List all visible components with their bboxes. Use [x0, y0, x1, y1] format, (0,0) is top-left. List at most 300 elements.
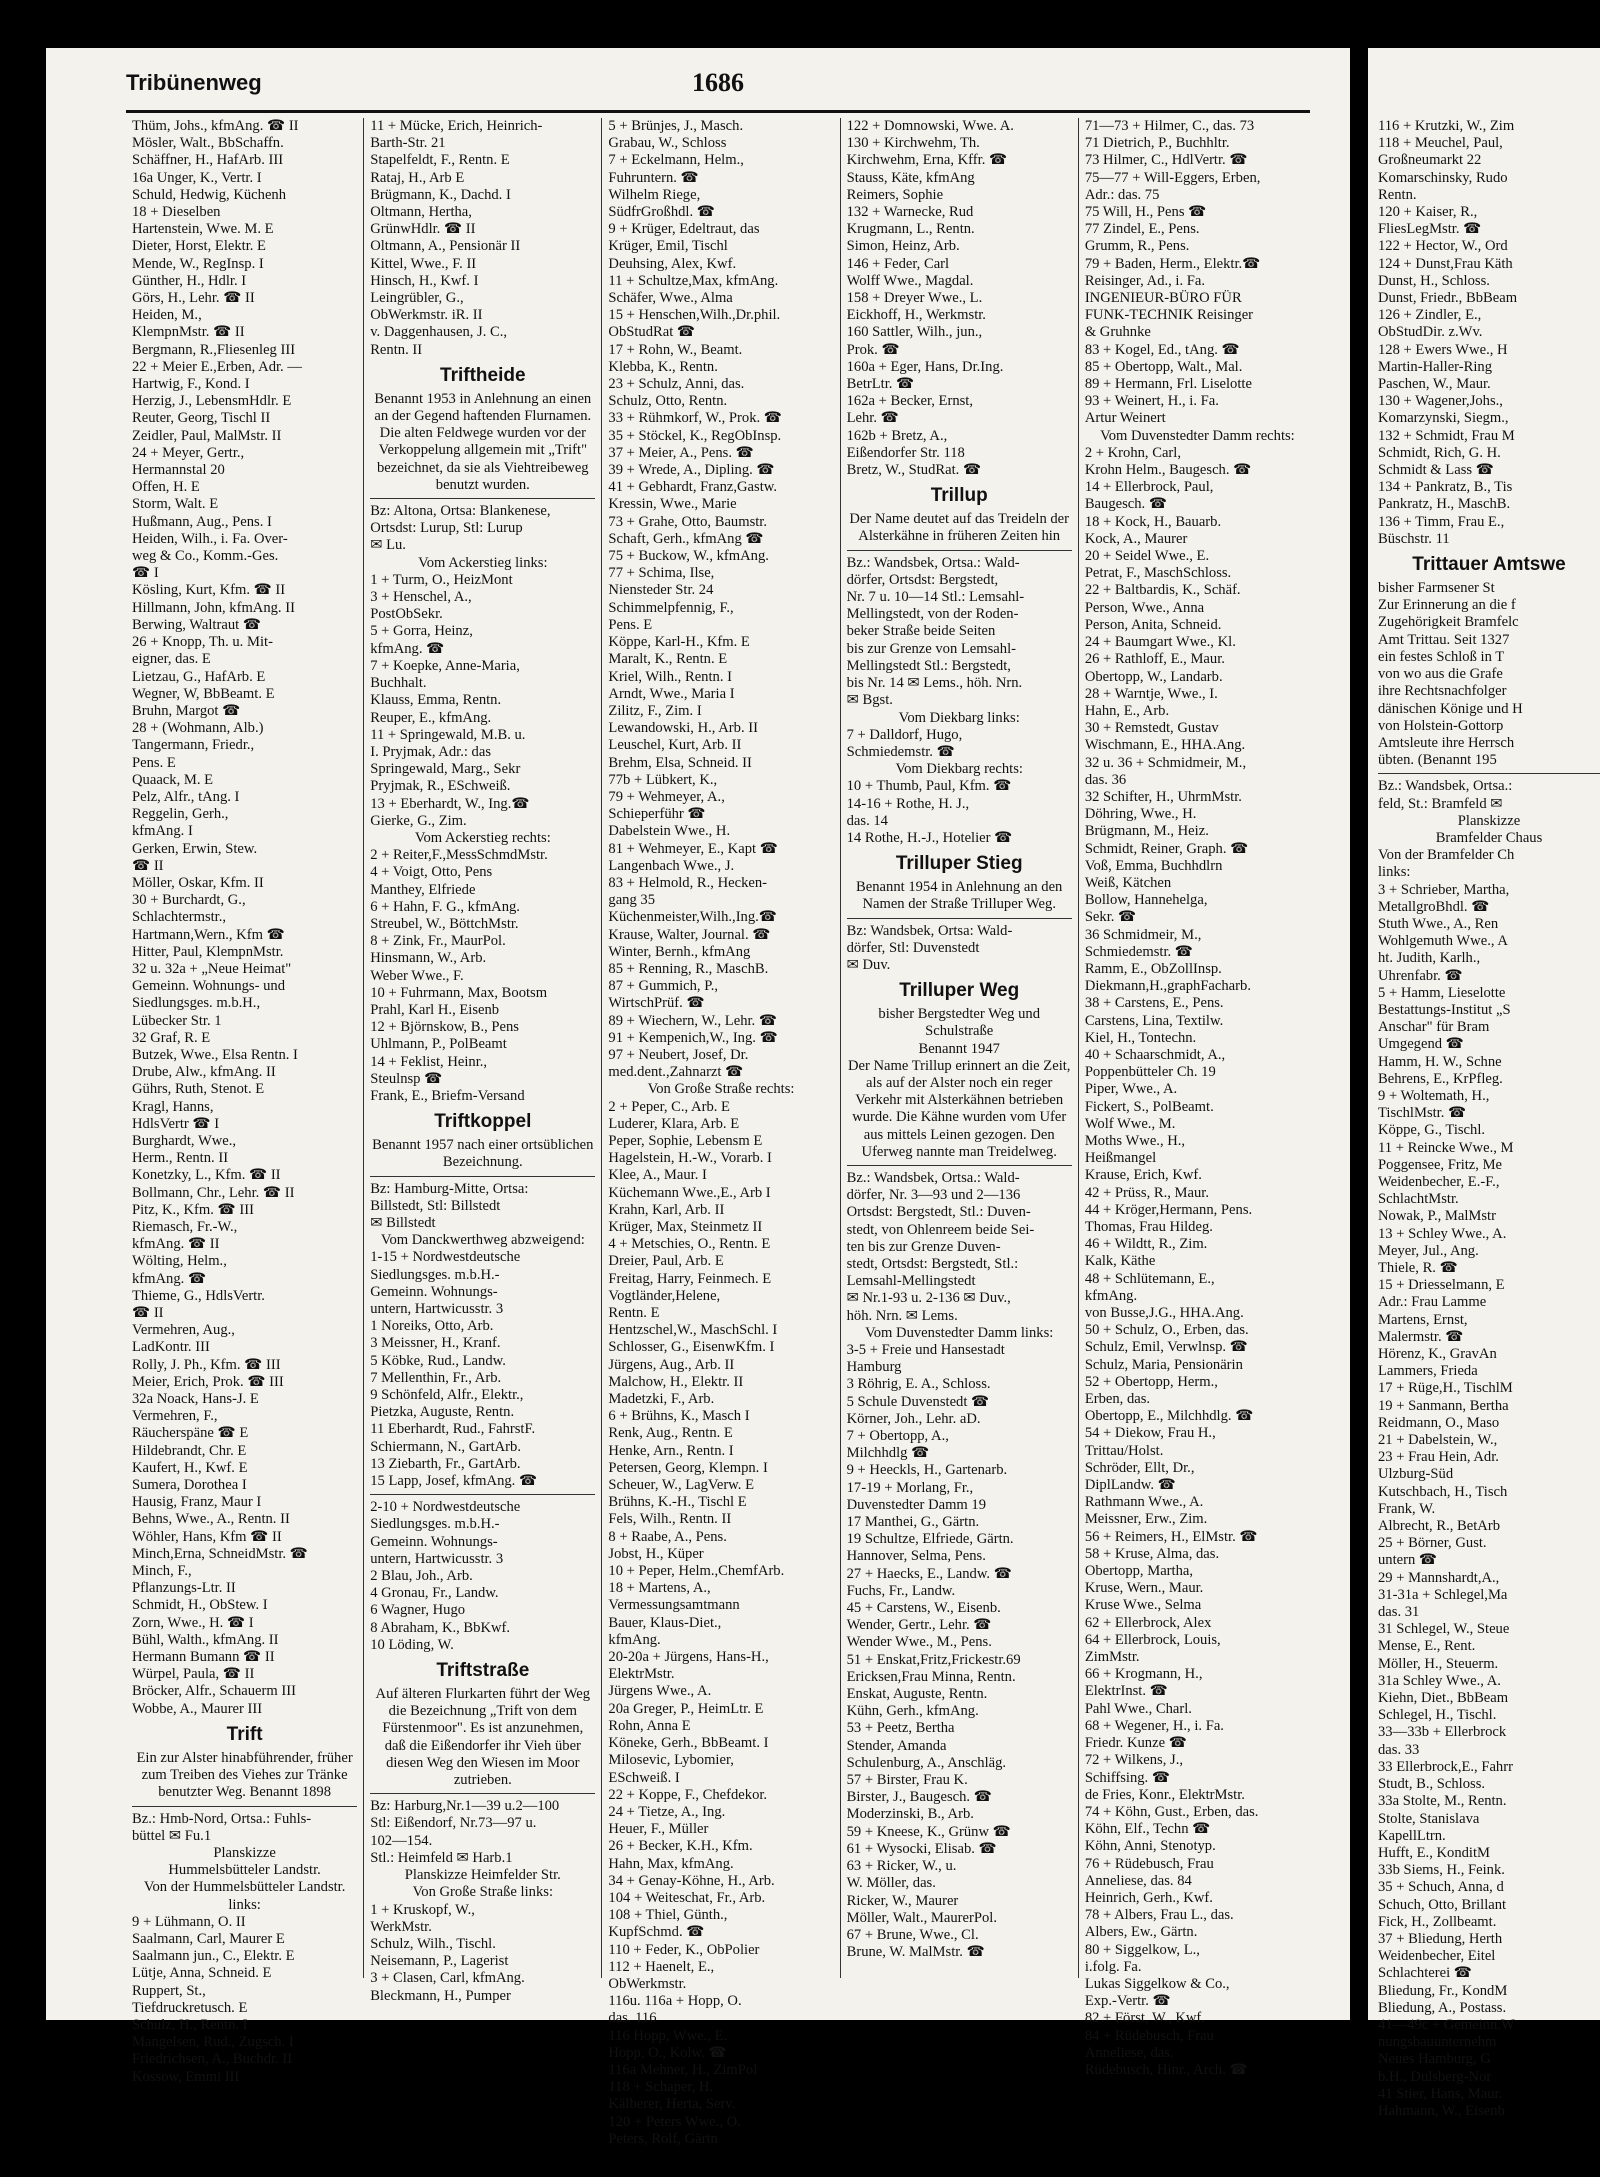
directory-entry: Weiß, Kätchen [1084, 874, 1172, 891]
directory-entry: Adr.: Frau Lamme [1378, 1294, 1487, 1311]
directory-entry: 51 + Enskat,Fritz,Frickestr.69 [846, 1651, 1021, 1668]
directory-entry: Dreier, Paul, Arb. E [608, 1253, 724, 1270]
directory-entry: Schröder, Ellt, Dr., [1084, 1459, 1195, 1476]
column-3 [602, 118, 840, 2147]
directory-entry: Heuer, F., Müller [608, 1821, 709, 1838]
directory-entry: Klebba, K., Rentn. [608, 358, 718, 375]
directory-entry: Anneliese, das. [1084, 2044, 1174, 2061]
street-section-heading: Trittauer Amtswe [1412, 554, 1566, 576]
directory-entry: 8 Abraham, K., BbKwf. [370, 1619, 511, 1636]
directory-entry: LadKontr. III [132, 1339, 210, 1356]
directory-entry: 162a + Becker, Ernst, [846, 393, 973, 410]
directory-entry: Kressin, Wwe., Marie [608, 496, 737, 513]
directory-entry: 73 Hilmer, C., HdlVertr. ☎ [1084, 152, 1248, 169]
directory-entry: Stolte, Stanislava [1378, 1810, 1480, 1827]
directory-entry: 52 + Obertopp, Herm., [1084, 1373, 1218, 1390]
directory-entry: untern, Hartwicusstr. 3 [370, 1301, 504, 1317]
directory-entry: Bliedung, A., Postass. [1378, 1999, 1507, 2016]
directory-entry: Krüger, Max, Steinmetz II [608, 1219, 763, 1235]
directory-entry: Brühns, K.-H., Tischl E [608, 1494, 747, 1511]
directory-entry: Wender Wwe., M., Pens. [846, 1634, 992, 1651]
directory-entry: med.dent.,Zahnarzt ☎ [608, 1064, 744, 1081]
directory-entry: Ortsdst: Bergstedt, Stl.: Duven- [846, 1204, 1031, 1221]
directory-entry: Möller, H., Steuerm. [1378, 1655, 1499, 1672]
directory-entry: Schmiedemstr. ☎ [846, 743, 955, 760]
directory-entry: Hahmann, W., Eisenb [1378, 2102, 1505, 2119]
directory-entry: 5 + Gorra, Heinz, [370, 623, 473, 640]
directory-entry: Anschar" für Bram [1378, 1019, 1490, 1036]
directory-entry: Bretz, W., StudRat. ☎ [846, 462, 982, 479]
directory-entry: & Gruhnke [1084, 324, 1151, 341]
street-section-heading: Trilluper Weg [899, 980, 1020, 1002]
directory-entry: Stuth Wwe., A., Ren [1378, 915, 1499, 932]
directory-entry: 160a + Eger, Hans, Dr.Ing. [846, 358, 1004, 375]
directory-entry: 57 + Birster, Frau K. [846, 1772, 968, 1789]
street-section-heading: Triftheide [440, 364, 526, 386]
directory-entry: Stauss, Käte, kfmAng [846, 169, 975, 186]
directory-entry: Zorn, Wwe., H. ☎ I [132, 1614, 254, 1631]
directory-entry: Schlosser, G., EisenwKfm. I [608, 1339, 775, 1356]
directory-entry: Vogtländer,Helene, [608, 1287, 721, 1304]
directory-entry: 5 Köbke, Rud., Landw. [370, 1352, 506, 1369]
directory-entry: stedt, Ortsdst: Bergstedt, Stl.: [846, 1255, 1019, 1272]
directory-entry: 21 + Dabelstein, W., [1378, 1432, 1498, 1449]
directory-entry: Kriel, Wilh., Rentn. I [608, 668, 732, 685]
directory-entry: Schulz, Maria, Pensionärin [1084, 1356, 1243, 1373]
directory-entry: Schuch, Otto, Brillant [1378, 1896, 1507, 1913]
directory-entry: Kirchwehm, Erna, Kffr. ☎ [846, 152, 1008, 169]
directory-entry: Bollmann, Chr., Lehr. ☎ II [132, 1184, 295, 1201]
directory-entry: Krahn, Karl, Arb. II [608, 1201, 725, 1218]
street-note: Planskizze [1457, 812, 1521, 829]
directory-entry: Person, Wwe., Anna [1084, 599, 1205, 616]
street-note: Von der Hummelsbütteler Landstr. links: [143, 1879, 346, 1913]
directory-entry: 2-10 + Nordwestdeutsche [370, 1499, 521, 1516]
directory-entry: Maralt, K., Rentn. E [608, 651, 728, 668]
directory-entry: 25 + Börner, Gust. [1378, 1535, 1487, 1552]
directory-entry: 7 Mellenthin, Fr., Arb. [370, 1369, 502, 1386]
directory-entry: Siedlungsges. m.b.H.- [370, 1266, 500, 1283]
directory-entry: Ericksen,Frau Minna, Rentn. [846, 1668, 1016, 1685]
directory-entry: 22 + Koppe, F., Chefdekor. [608, 1786, 768, 1803]
directory-entry: 33 + Rühmkorf, W., Prok. ☎ [608, 410, 782, 427]
directory-entry: 18 + Dieselben [132, 204, 221, 221]
directory-entry: Krause, Erich, Kwf. [1084, 1167, 1202, 1184]
directory-entry: Brune, W. MalMstr. ☎ [846, 1944, 985, 1961]
directory-entry: SchlachtMstr. [1378, 1191, 1459, 1208]
directory-entry: ✉ Nr.1-93 u. 2-136 ✉ Duv., [846, 1290, 1011, 1307]
directory-entry: Görs, H., Lehr. ☎ II [132, 290, 255, 307]
directory-entry: Schuld, Hedwig, Küchenh [132, 186, 287, 203]
directory-entry: Heiden, M., [132, 307, 202, 324]
directory-entry: 35 + Schuch, Anna, d [1378, 1879, 1504, 1896]
directory-entry: Stl: Eißendorf, Nr.73—97 u. [370, 1815, 537, 1832]
directory-entry: 3 Meissner, H., Kranf. [370, 1335, 501, 1352]
directory-entry: 102—154. [370, 1832, 433, 1849]
directory-entry: 66 + Krogmann, H., [1084, 1666, 1203, 1683]
directory-entry: 23 + Schulz, Anni, das. [608, 376, 745, 393]
directory-entry: 20 + Seidel Wwe., E. [1084, 548, 1210, 565]
directory-entry: 9 + Heeckls, H., Gartenarb. [846, 1462, 1008, 1479]
directory-entry: 68 + Wegener, H., i. Fa. [1084, 1717, 1224, 1734]
directory-entry: Mellingstedt Stl.: Bergstedt, [846, 657, 1011, 674]
directory-entry: Albers, Ew., Gärtn. [1084, 1924, 1198, 1941]
directory-entry: Schmidt & Lass ☎ [1378, 462, 1494, 479]
directory-entry: Person, Anita, Schneid. [1084, 616, 1222, 633]
directory-entry: 45 + Carstens, W., Eisenb. [846, 1600, 1001, 1617]
directory-entry: gang 35 [608, 892, 656, 909]
directory-entry: SüdfrGroßhdl. ☎ [608, 204, 715, 221]
directory-entry: 85 + Obertopp, Walt., Mal. [1084, 358, 1243, 375]
directory-entry: Amt Trittau. Seit 1327 [1378, 631, 1510, 648]
directory-entry: Obertopp, W., Landarb. [1084, 668, 1223, 685]
directory-entry: Köppe, G., Tischl. [1378, 1122, 1486, 1139]
directory-entry: Minch, F., [132, 1563, 192, 1580]
directory-entry: Gemeinn. Wohnungs- [370, 1283, 498, 1300]
directory-entry: kfmAng. ☎ II [132, 1236, 220, 1253]
directory-entry: Langenbach Wwe., J. [608, 857, 735, 874]
street-note: Bramfelder Chaus [1435, 829, 1543, 846]
street-note: Benannt 1953 in Anlehnung an einen an der Gegend haftenden Flurnamen. Die alten Feldwege wurden vor der Verkoppelung allgemein mit „Trift" bezeichnet, da sie als Viehtreibeweg benutzt wurden. [374, 390, 592, 493]
directory-entry: Hartenstein, Wwe. M. E [132, 221, 274, 238]
directory-entry: 79 + Wehmeyer, A., [608, 788, 725, 805]
directory-entry: 37 + Bliedung, Herth [1378, 1930, 1503, 1947]
directory-entry: Bauer, Klaus-Diet., [608, 1614, 722, 1631]
street-note: Benannt 1947 [918, 1040, 1000, 1057]
directory-entry: 8 + Raabe, A., Pens. [608, 1528, 727, 1545]
directory-entry: das. 116 [608, 2010, 657, 2027]
directory-entry: Behns, Wwe., A., Rentn. II [132, 1511, 290, 1528]
directory-entry: 83 + Helmold, R., Hecken- [608, 874, 767, 891]
directory-entry: 10 Löding, W. [370, 1636, 454, 1653]
directory-entry: 38 + Carstens, E., Pens. [1084, 995, 1224, 1012]
directory-entry: Klauss, Emma, Rentn. [370, 692, 502, 709]
directory-entry: 162b + Bretz, A., [846, 427, 948, 444]
directory-entry: das. 36 [1084, 771, 1127, 788]
directory-entry: Schlachtermstr., [132, 909, 227, 926]
directory-entry: Oltmann, Hertha, [370, 204, 472, 221]
divider [847, 550, 1072, 551]
directory-entry: Dunst, Friedr., BbBeam [1378, 290, 1518, 307]
directory-entry: 4 Gronau, Fr., Landw. [370, 1585, 499, 1602]
directory-entry: Reimers, Sophie [846, 186, 944, 203]
directory-entry: 9 + Lühmann, O. II [132, 1913, 246, 1930]
directory-entry: Köneke, Gerh., BbBeamt. I [608, 1735, 769, 1752]
directory-entry: 122 + Domnowski, Wwe. A. [846, 118, 1014, 134]
directory-entry: 12 + Björnskow, B., Pens [370, 1019, 519, 1036]
directory-entry: I. Pryjmak, Adr.: das [370, 743, 491, 760]
directory-entry: 81 + Wehmeyer, E., Kapt ☎ [608, 840, 778, 857]
directory-entry: 18 + Martens, A., [608, 1580, 711, 1597]
column-4 [841, 118, 1079, 1978]
directory-entry: Stl.: Heimfeld ✉ Harb.1 [370, 1849, 513, 1866]
directory-entry: Wolf Wwe., M. [1084, 1115, 1176, 1132]
street-note: Der Name deutet auf das Treideln der Alsterkähne in früheren Zeiten hin [849, 511, 1070, 545]
street-note: Benannt 1954 in Anlehnung an den Namen der Straße Trilluper Weg. [856, 879, 1063, 913]
directory-entry: das. 31 [1378, 1604, 1420, 1621]
directory-entry: Malermstr. ☎ [1378, 1328, 1464, 1345]
directory-entry: 74 + Köhn, Gust., Erben, das. [1084, 1803, 1259, 1820]
directory-entry: 71—73 + Hilmer, C., das. 73 [1084, 118, 1255, 134]
directory-entry: Martens, Ernst, [1378, 1311, 1468, 1328]
directory-entry: Freitag, Harry, Feinmech. E [608, 1270, 772, 1287]
directory-entry: b.H., Dulsberg-Nor [1378, 2068, 1492, 2085]
directory-entry: 20a Greger, P., HeimLtr. E [608, 1700, 764, 1717]
directory-entry: 13 + Eberhardt, W., Ing.☎ [370, 795, 530, 812]
page-header [126, 66, 1310, 113]
directory-entry: Meier, Erich, Prok. ☎ III [132, 1373, 284, 1390]
directory-entry: ObStudDir. z.Wv. [1378, 324, 1483, 341]
directory-entry: ein festes Schloß in T [1378, 648, 1505, 665]
directory-entry: Brügmann, K., Dachd. I [370, 186, 511, 203]
column-5 [1079, 118, 1316, 2078]
directory-entry: Würpel, Paula, ☎ II [132, 1666, 255, 1683]
directory-entry: Streubel, W., BöttchMstr. [370, 915, 519, 932]
directory-entry: Krüger, Emil, Tischl [608, 238, 728, 255]
directory-entry: Kragl, Hanns, [132, 1098, 214, 1115]
directory-entry: von Busse,J.G., HHA.Ang. [1084, 1305, 1244, 1322]
directory-entry: Rataj, H., Arb E [370, 169, 465, 186]
directory-entry: Vermessungsamtmann [608, 1597, 740, 1614]
directory-entry: 71 Dietrich, P., Buchhltr. [1084, 135, 1230, 152]
directory-entry: 118 + Meuchel, Paul, [1378, 135, 1503, 152]
directory-entry: Fick, H., Zollbeamt. [1378, 1913, 1497, 1930]
directory-entry: Pflanzungs-Ltr. II [132, 1580, 236, 1597]
directory-entry: 11 Eberhardt, Rud., FahrstF. [370, 1421, 536, 1438]
directory-entry: 32 Schifter, H., UhrmMstr. [1084, 788, 1242, 805]
directory-entry: Bestattungs-Institut „S [1378, 1001, 1511, 1018]
directory-entry: 11 + Mücke, Erich, Heinrich- [370, 118, 543, 134]
directory-entry: Birster, J., Baugesch. ☎ [846, 1789, 992, 1806]
directory-entry: 110 + Feder, K., ObPolier [608, 1941, 760, 1958]
directory-entry: ☎ II [132, 857, 164, 874]
directory-entry: 32 Graf, R. E [132, 1029, 211, 1046]
directory-entry: ✉ Lu. [370, 537, 406, 554]
directory-entry: 28 + Warntje, Wwe., I. [1084, 685, 1218, 702]
directory-entry: Baugesch. ☎ [1084, 496, 1168, 513]
directory-entry: Räucherspäne ☎ E [132, 1425, 249, 1442]
directory-entry: Hamm, H. W., Schne [1378, 1053, 1502, 1070]
street-section-heading: Trillup [930, 485, 988, 507]
directory-entry: TischlMstr. ☎ [1378, 1105, 1467, 1122]
street-note: Vom Diekbarg rechts: [895, 761, 1023, 778]
directory-entry: Bollow, Hannehelga, [1084, 892, 1208, 909]
directory-entry: Gemeinn. Wohnungs- und [132, 978, 285, 995]
directory-entry: 87 + Gummich, P., [608, 978, 718, 995]
directory-entry: Schulenburg, A., Anschläg. [846, 1754, 1007, 1771]
directory-entry: weg & Co., Komm.-Ges. [132, 548, 279, 565]
directory-entry: Schlachterei ☎ [1378, 1965, 1472, 1982]
directory-entry: Bz.: Wandsbek, Ortsa.: Wald- [846, 554, 1020, 571]
directory-entry: 112 + Haenelt, E., [608, 1958, 715, 1975]
directory-entry: Hermannstal 20 [132, 462, 225, 479]
directory-entry: Küchemann Wwe.,E., Arb I [608, 1184, 771, 1201]
directory-entry: 77 Zindel, E., Pens. [1084, 221, 1200, 238]
divider [847, 1165, 1072, 1166]
directory-entry: Leingrübler, G., [370, 290, 464, 307]
directory-entry: Rolly, J. Ph., Kfm. ☎ III [132, 1356, 281, 1373]
directory-entry: Peters, Rolf, Gärtn [608, 2130, 718, 2147]
directory-entry: 14 + Ellerbrock, Paul, [1084, 479, 1214, 496]
directory-entry: Kock, A., Maurer [1084, 530, 1188, 547]
directory-entry: 1 + Turm, O., HeizMont [370, 571, 513, 588]
directory-entry: Bliedung, Fr., KondM [1378, 1982, 1508, 1999]
directory-entry: 130 + Kirchwehm, Th. [846, 135, 980, 152]
directory-entry: 116 Hopp, Wwe., E. [608, 2027, 728, 2044]
directory-entry: Vermehren, Aug., [132, 1322, 235, 1339]
directory-entry: Bz.: Hmb-Nord, Ortsa.: Fuhls- [132, 1810, 312, 1827]
directory-entry: stedt, von Ohlenreem beide Sei- [846, 1221, 1035, 1238]
directory-entry: Schulz, Emil, Verwlnsp. ☎ [1084, 1339, 1248, 1356]
directory-entry: Herzig, J., LebensmHdlr. E [132, 393, 292, 410]
directory-entry: 3 + Schrieber, Martha, [1378, 881, 1510, 898]
directory-entry: Niensteder Str. 24 [608, 582, 714, 599]
directory-entry: Malchow, H., Elektr. II [608, 1373, 744, 1390]
directory-entry: 5 + Hamm, Lieselotte [1378, 984, 1506, 1001]
directory-entry: Tangermann, Friedr., [132, 737, 255, 754]
street-note: bisher Bergstedter Weg und Schulstraße [878, 1006, 1041, 1040]
directory-entry: 10 + Peper, Helm.,ChemfArb. [608, 1563, 785, 1580]
directory-entry: Hagelstein, H.-W., Vorarb. I [608, 1150, 772, 1167]
directory-entry: Jobst, H., Küper [608, 1545, 704, 1562]
directory-entry: 22 + Baltbardis, K., Schäf. [1084, 582, 1241, 599]
directory-entry: links: [1378, 864, 1411, 881]
directory-entry: Hermann Bumann ☎ II [132, 1649, 275, 1666]
directory-entry: 14 + Feklist, Heinr., [370, 1053, 488, 1070]
directory-entry: ht. Judith, Karlh., [1378, 950, 1481, 967]
directory-entry: Kösling, Kurt, Kfm. ☎ II [132, 582, 286, 599]
directory-entry: Ulzburg-Süd [1378, 1466, 1454, 1483]
directory-entry: Hamburg [846, 1359, 902, 1376]
directory-entry: 134 + Pankratz, B., Tis [1378, 479, 1513, 496]
directory-entry: höh. Nrn. ✉ Lems. [846, 1307, 958, 1324]
directory-entry: 3 + Henschel, A., [370, 589, 472, 606]
street-note: Der Name Trillup erinnert an die Zeit, als auf der Alster noch ein reger Verkehr mit Alsterkähnen betrieben wurde. Die Kähne wurden vom Ufer aus mittels Leinen gezogen. Den Uferweg nannte man Treidelweg. [847, 1057, 1071, 1160]
directory-entry: 62 + Ellerbrock, Alex [1084, 1614, 1212, 1631]
directory-entry: Rüdebusch, Hinr., Arch. ☎ [1084, 2061, 1248, 2078]
directory-entry: 42 + Prüss, R., Maur. [1084, 1184, 1209, 1201]
directory-entry: Hahn, E., Arb. [1084, 702, 1170, 719]
directory-entry: 32 u. 32a + „Neue Heimat" [132, 960, 292, 977]
directory-entry: ✉ Billstedt [370, 1214, 436, 1231]
directory-entry: Schulz, Wilh., Tischl. [370, 1935, 496, 1952]
directory-entry: Hartmann,Wern., Kfm ☎ [132, 926, 285, 943]
directory-entry: Prok. ☎ [846, 341, 900, 358]
directory-entry: Ortsdst: Lurup, Stl: Lurup [370, 520, 523, 537]
directory-entry: büttel ✉ Fu.1 [132, 1827, 212, 1844]
directory-entry: Wöhler, Hans, Kfm ☎ II [132, 1528, 282, 1545]
directory-entry: Ricker, W., Maurer [846, 1892, 959, 1909]
directory-entry: Barth-Str. 21 [370, 135, 446, 152]
directory-entry: Weidenbecher, Eitel [1378, 1948, 1496, 1965]
directory-entry: Grumm, R., Pens. [1084, 238, 1190, 255]
directory-entry: FUNK-TECHNIK Reisinger [1084, 307, 1254, 324]
directory-entry: 17 Manthei, G., Gärtn. [846, 1514, 980, 1531]
directory-entry: Prahl, Karl H., Eisenb [370, 1001, 500, 1018]
directory-entry: 24 + Tietze, A., Ing. [608, 1803, 726, 1820]
directory-entry: 17 + Rüge,H., TischlM [1378, 1380, 1513, 1397]
directory-entry: Stender, Amanda [846, 1737, 947, 1754]
directory-entry: 58 + Kruse, Alma, das. [1084, 1545, 1220, 1562]
directory-entry: 30 + Remstedt, Gustav [1084, 720, 1219, 737]
directory-entry: HdlsVertr ☎ I [132, 1115, 220, 1132]
directory-entry: PostObSekr. [370, 606, 443, 623]
directory-entry: Wischmann, E., HHA.Ang. [1084, 737, 1246, 754]
directory-entry: 26 + Knopp, Th. u. Mit- [132, 634, 273, 651]
directory-entry: Offen, H. E [132, 479, 200, 496]
directory-entry: 6 + Brühns, K., Masch I [608, 1408, 750, 1425]
directory-entry: Peper, Sophie, Lebensm E [608, 1132, 763, 1149]
directory-entry: Artur Weinert [1084, 410, 1166, 427]
street-note: Vom Danckwerthweg abzweigend: [380, 1232, 585, 1249]
directory-entry: Manthey, Elfriede [370, 881, 476, 898]
directory-entry: Scheuer, W., LagVerw. E [608, 1477, 754, 1494]
directory-entry: Vermehren, F., [132, 1408, 218, 1425]
directory-entry: Fels, Wilh., Rentn. II [608, 1511, 732, 1528]
directory-entry: Dieter, Horst, Elektr. E [132, 238, 266, 255]
directory-entry: Frank, W. [1378, 1500, 1436, 1517]
directory-entry: 3 + Clasen, Carl, kfmAng. [370, 1970, 525, 1987]
directory-entry: 1 Noreiks, Otto, Arb. [370, 1318, 494, 1335]
directory-entry: Siedlungsges. m.b.H., [132, 995, 261, 1012]
directory-entry: ihre Rechtsnachfolger [1378, 683, 1507, 700]
directory-entry: 56 + Reimers, H., ElMstr. ☎ [1084, 1528, 1258, 1545]
directory-entry: BetrLtr. ☎ [846, 376, 915, 393]
directory-entry: 116 + Krutzki, W., Zim [1378, 118, 1515, 134]
divider [370, 1494, 595, 1495]
directory-entry: Trittau/Holst. [1084, 1442, 1164, 1459]
directory-entry: Petersen, Georg, Klempn. I [608, 1459, 768, 1476]
directory-entry: Bühl, Walth., kfmAng. II [132, 1631, 279, 1648]
directory-entry: 83 + Kogel, Ed., tAng. ☎ [1084, 341, 1240, 358]
directory-entry: Butzek, Wwe., Elsa Rentn. I [132, 1046, 298, 1063]
directory-entry: Mende, W., RegInsp. I [132, 255, 264, 272]
directory-entry: 33b Siems, H., Feink. [1378, 1862, 1505, 1879]
directory-entry: 41 + Gebhardt, Franz,Gastw. [608, 479, 777, 496]
directory-entry: Martin-Haller-Ring [1378, 358, 1492, 375]
directory-entry: 93 + Weinert, H., i. Fa. [1084, 393, 1219, 410]
directory-entry: Winter, Bernh., kfmAng [608, 943, 751, 960]
directory-entry: Drube, Alw., kfmAng. II [132, 1064, 276, 1081]
directory-entry: 23 + Frau Hein, Adr. [1378, 1449, 1499, 1466]
adjacent-page-column [1378, 118, 1600, 2120]
directory-entry: Bz.: Wandsbek, Ortsa.: [1378, 778, 1513, 795]
directory-entry: Lukas Siggelkow & Co., [1084, 1975, 1230, 1992]
directory-entry: 5 Schule Duvenstedt ☎ [846, 1393, 990, 1410]
directory-entry: 128 + Ewers Wwe., H [1378, 341, 1508, 358]
directory-entry: 120 + Kaiser, R., [1378, 204, 1478, 221]
directory-entry: Reggelin, Gerh., [132, 806, 229, 823]
directory-entry: 59 + Kneese, K., Grünw ☎ [846, 1823, 1011, 1840]
adjacent-page-partial [1368, 48, 1600, 2119]
directory-entry: i.folg. Fa. [1084, 1958, 1142, 1975]
directory-entry: Reuper, E., kfmAng. [370, 709, 492, 726]
directory-entry: Friedrichsen, A., Buchdr. II [132, 2051, 293, 2068]
directory-entry: 85 + Renning, R., MaschB. [608, 960, 769, 977]
directory-entry: 2 Blau, Joh., Arb. [370, 1568, 473, 1585]
directory-entry: Thomas, Frau Hildeg. [1084, 1219, 1213, 1235]
directory-entry: Pitz, K., Kfm. ☎ III [132, 1201, 254, 1218]
directory-entry: Arndt, Wwe., Maria I [608, 685, 735, 702]
directory-entry: dörfer, Stl: Duvenstedt [846, 939, 980, 956]
directory-entry: 89 + Wiechern, W., Lehr. ☎ [608, 1012, 778, 1029]
directory-entry: 24 + Meyer, Gertr., [132, 444, 245, 461]
directory-entry: 116u. 116a + Hopp, O. [608, 1993, 742, 2010]
directory-entry: Kittel, Wwe., F. II [370, 255, 477, 272]
directory-entry: 33—33b + Ellerbrock [1378, 1724, 1507, 1741]
directory-entry: Möller, Oskar, Kfm. II [132, 874, 264, 891]
directory-entry: Stapelfeldt, F., Rentn. E [370, 152, 510, 169]
